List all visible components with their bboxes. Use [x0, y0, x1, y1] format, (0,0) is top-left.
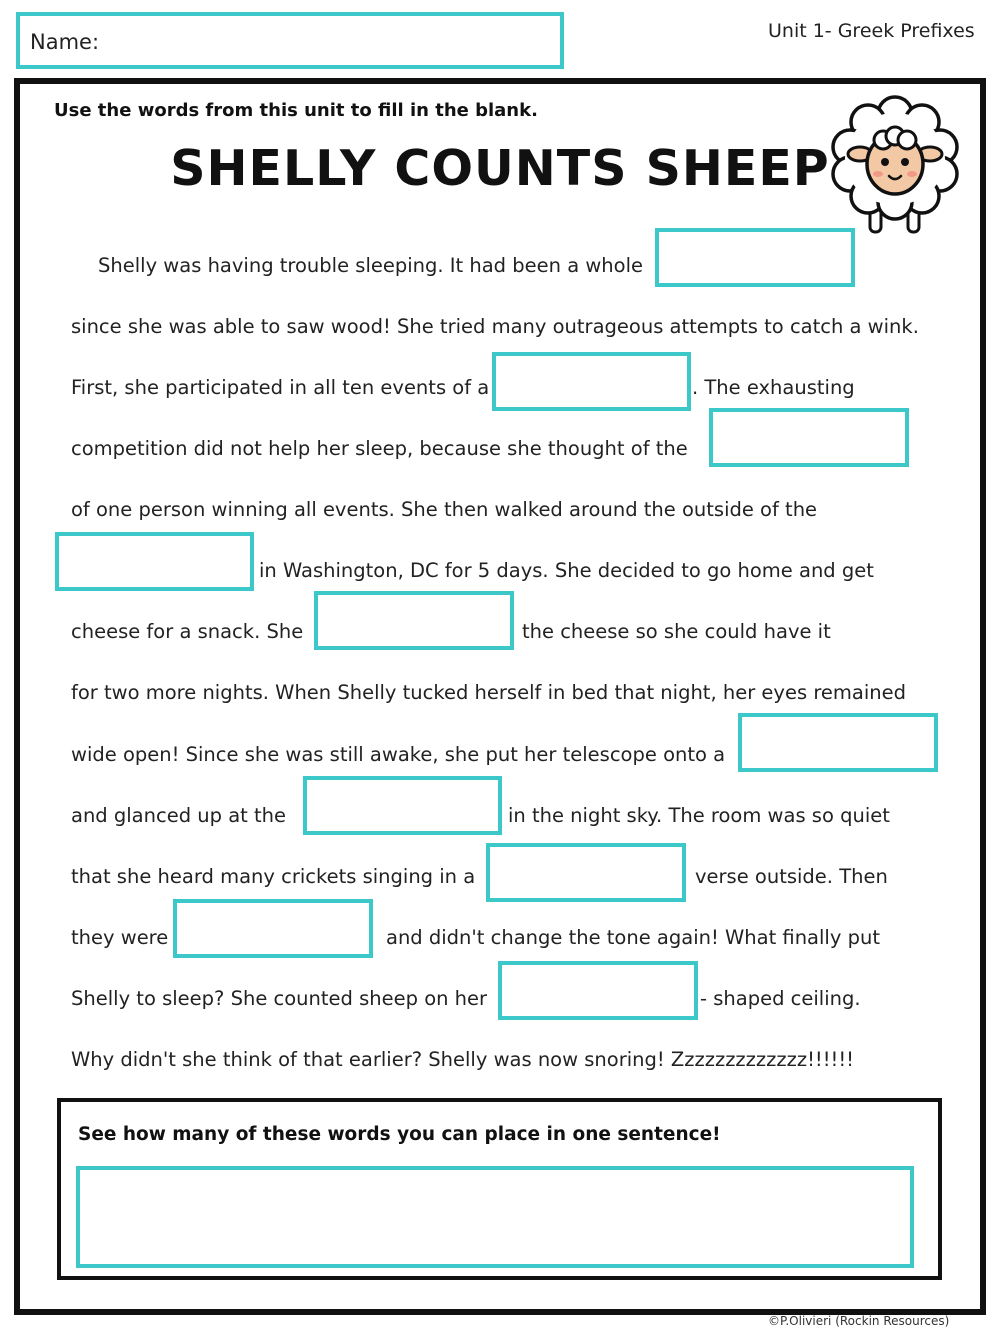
- story-line-2: since she was able to saw wood! She tried many outrageous attempts to catch a wink.: [71, 315, 919, 338]
- story-line-7a: cheese for a snack. She: [71, 620, 304, 643]
- blank-9[interactable]: [173, 899, 373, 958]
- blank-4[interactable]: [55, 532, 254, 591]
- story-line-10b: in the night sky. The room was so quiet: [508, 804, 890, 827]
- story-line-9: wide open! Since she was still awake, she put her telescope onto a: [71, 743, 726, 766]
- story-line-5: of one person winning all events. She then walked around the outside of the: [71, 498, 818, 521]
- blank-6[interactable]: [738, 713, 938, 772]
- sheep-icon: [828, 92, 963, 240]
- blank-10[interactable]: [498, 961, 698, 1020]
- story-line-6: in Washington, DC for 5 days. She decided to go home and get: [259, 559, 874, 582]
- story-line-12b: and didn't change the tone again! What finally put: [386, 926, 880, 949]
- story-line-11b: verse outside. Then: [695, 865, 888, 888]
- sentence-answer-box[interactable]: [76, 1166, 914, 1268]
- blank-1[interactable]: [655, 228, 855, 287]
- page-title: SHELLY COUNTS SHEEP: [170, 140, 830, 197]
- instruction-text: Use the words from this unit to fill in the blank.: [54, 100, 538, 121]
- unit-label: Unit 1- Greek Prefixes: [768, 20, 975, 42]
- blank-2[interactable]: [492, 352, 691, 411]
- blank-5[interactable]: [314, 591, 514, 650]
- blank-3[interactable]: [709, 408, 909, 467]
- blank-8[interactable]: [486, 843, 686, 902]
- story-line-3a: First, she participated in all ten events of a: [71, 376, 490, 399]
- blank-7[interactable]: [303, 776, 502, 835]
- story-line-13b: - shaped ceiling.: [700, 987, 861, 1010]
- story-line-7b: the cheese so she could have it: [522, 620, 831, 643]
- story-line-11a: that she heard many crickets singing in a: [71, 865, 476, 888]
- story-line-8: for two more nights. When Shelly tucked herself in bed that night, her eyes remained: [71, 681, 906, 704]
- sentence-prompt: See how many of these words you can place in one sentence!: [78, 1124, 721, 1145]
- story-line-10a: and glanced up at the: [71, 804, 287, 827]
- story-line-13a: Shelly to sleep? She counted sheep on her: [71, 987, 488, 1010]
- story-line-14: Why didn't she think of that earlier? Shelly was now snoring! Zzzzzzzzzzzzz!!!!!!: [71, 1048, 854, 1071]
- story-line-1: Shelly was having trouble sleeping. It had been a whole: [98, 254, 643, 277]
- story-line-12a: they were: [71, 926, 169, 949]
- copyright-text: ©P.Olivieri (Rockin Resources): [768, 1314, 950, 1328]
- story-line-4: competition did not help her sleep, because she thought of the: [71, 437, 688, 460]
- story-line-3b: . The exhausting: [692, 376, 855, 399]
- name-label: Name:: [30, 30, 100, 54]
